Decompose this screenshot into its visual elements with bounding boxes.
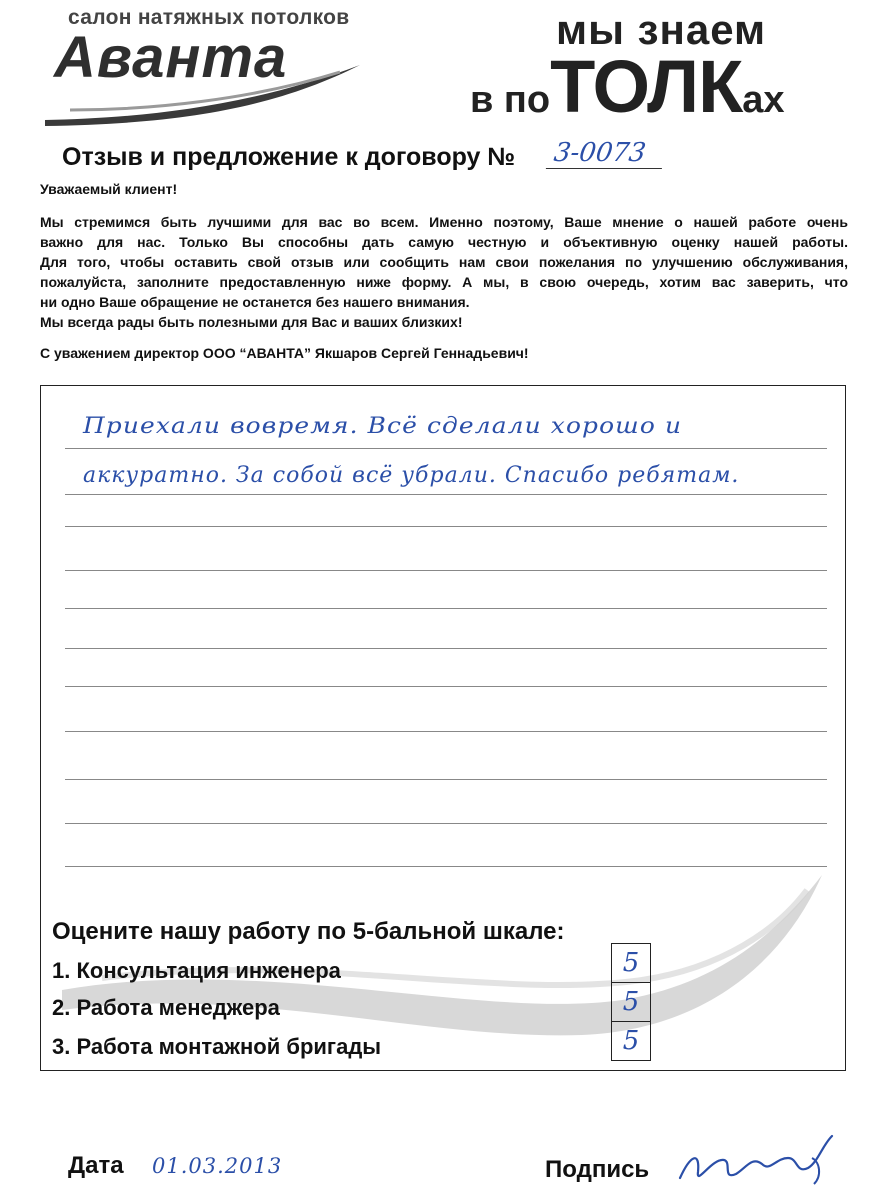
score-column bbox=[611, 943, 651, 1061]
intro-text bbox=[40, 212, 848, 332]
ruled-line bbox=[65, 494, 827, 495]
ruled-line bbox=[65, 448, 827, 449]
date-label: Дата bbox=[68, 1152, 124, 1179]
rating-item-manager: 2. Работа менеджера bbox=[52, 995, 280, 1020]
date-value[interactable]: 01.03.2013 bbox=[152, 1154, 283, 1178]
ruled-line bbox=[65, 686, 827, 687]
slogan-prefix: в по bbox=[470, 79, 551, 121]
intro-line: Для того, чтобы оставить свой отзыв или сообщить нам свои пожелания по улучшению обслуживания, bbox=[40, 254, 848, 270]
ruled-line bbox=[65, 648, 827, 649]
contract-number[interactable]: 3-0073 bbox=[546, 138, 666, 169]
rating-item-engineer: 1. Консультация инженера bbox=[52, 958, 341, 983]
ruled-line bbox=[65, 823, 827, 824]
score-cell-manager[interactable]: 5 bbox=[612, 983, 650, 1022]
score-cell-engineer[interactable]: 5 bbox=[612, 944, 650, 983]
intro-line: Мы всегда рады быть полезными для Вас и ваших близких! bbox=[40, 314, 463, 330]
intro-line: Мы стремимся быть лучшими для вас во всем. Именно поэтому, Ваше мнение о нашей работе очень bbox=[40, 214, 848, 230]
intro-line: важно для нас. Только Вы способны дать самую честную и объективную оценку нашей работы. bbox=[40, 234, 848, 250]
slogan-line2 bbox=[470, 44, 785, 129]
ruled-line bbox=[65, 570, 827, 571]
slogan-suffix: ах bbox=[742, 79, 785, 121]
ruled-line bbox=[65, 608, 827, 609]
ruled-line bbox=[65, 526, 827, 527]
slogan-big: ТОЛК bbox=[550, 45, 743, 128]
logo-swoosh-icon bbox=[40, 60, 370, 130]
rating-item-crew: 3. Работа монтажной бригады bbox=[52, 1034, 382, 1059]
form-title: Отзыв и предложение к договору № bbox=[62, 143, 516, 171]
company-logo: Аванта bbox=[54, 25, 288, 90]
greeting: Уважаемый клиент! bbox=[40, 181, 178, 197]
signature-label: Подпись bbox=[545, 1156, 650, 1183]
slogan-line1: мы знаем bbox=[556, 6, 767, 53]
rating-title: Оцените нашу работу по 5-бальной шкале: bbox=[52, 918, 565, 945]
score-cell-crew[interactable]: 5 bbox=[612, 1022, 650, 1061]
signature-icon bbox=[672, 1128, 842, 1194]
director-signoff: С уважением директор ООО “АВАНТА” Якшаров Сергей Геннадьевич! bbox=[40, 345, 529, 361]
logo-tagline: салон натяжных потолков bbox=[68, 6, 350, 29]
review-text-line[interactable]: Приехали вовремя. Всё сделали хорошо и bbox=[83, 414, 683, 439]
review-text-line[interactable]: аккуратно. За собой всё убрали. Спасибо ребятам. bbox=[83, 463, 740, 488]
intro-line: ни одно Ваше обращение не останется без нашего внимания. bbox=[40, 294, 470, 310]
intro-line: пожалуйста, заполните предоставленную ниже форму. А мы, в свою очередь, хотим вас заверить, что bbox=[40, 274, 848, 290]
ruled-line bbox=[65, 731, 827, 732]
ruled-line bbox=[65, 779, 827, 780]
